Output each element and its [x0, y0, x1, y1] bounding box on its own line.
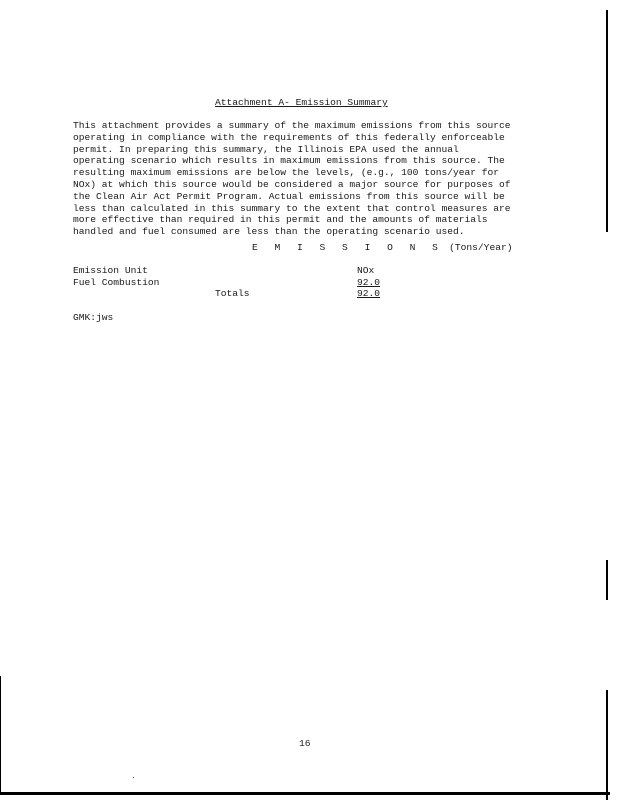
paragraph-line: operating scenario which results in maximum emissions from this source. The [73, 155, 505, 167]
paragraph-line: resulting maximum emissions are below the levels, (e.g., 100 tons/year for [73, 167, 500, 179]
row-unit-fuel-combustion: Fuel Combustion [73, 277, 160, 288]
paragraph-line: more effective than required in this permit and the amounts of materials [73, 214, 488, 226]
paragraph-line: less than calculated in this summary to the extent that control measures are [73, 202, 511, 214]
scan-edge-bottom [0, 792, 610, 795]
col-header-emission-unit: Emission Unit [73, 265, 148, 276]
emissions-heading [252, 242, 512, 253]
scan-edge-right-upper [606, 10, 608, 232]
paragraph-line: the Clean Air Act Permit Program. Actual emissions from this source will be [73, 190, 505, 202]
col-header-nox: NOx [357, 265, 375, 276]
scan-edge-right-middle [606, 560, 608, 600]
row-nox-fuel-combustion: 92.0 [357, 277, 381, 288]
totals-label: Totals [215, 288, 250, 299]
paragraph-line: This attachment provides a summary of the maximum emissions from this source [73, 120, 511, 131]
author-initials: GMK:jws [73, 312, 114, 323]
totals-nox: 92.0 [357, 288, 381, 299]
document-heading: Attachment A- Emission Summary [215, 97, 388, 108]
emissions-units: (Tons/Year) [449, 242, 513, 253]
summary-paragraph [73, 120, 528, 238]
page-number: 16 [299, 738, 311, 749]
scan-speck [133, 777, 134, 778]
paragraph-line: handled and fuel consumed are less than the operating scenario used. [73, 226, 465, 238]
scan-edge-left [0, 676, 1, 794]
emissions-title: E M I S S I O N S [252, 242, 444, 253]
paragraph-line: operating in compliance with the requirements of this federally enforceable [73, 131, 505, 143]
paragraph-line: NOx) at which this source would be considered a major source for purposes of [73, 178, 511, 190]
paragraph-line: permit. In preparing this summary, the Illinois EPA used the annual [73, 143, 459, 155]
scan-edge-right-lower [606, 690, 608, 800]
